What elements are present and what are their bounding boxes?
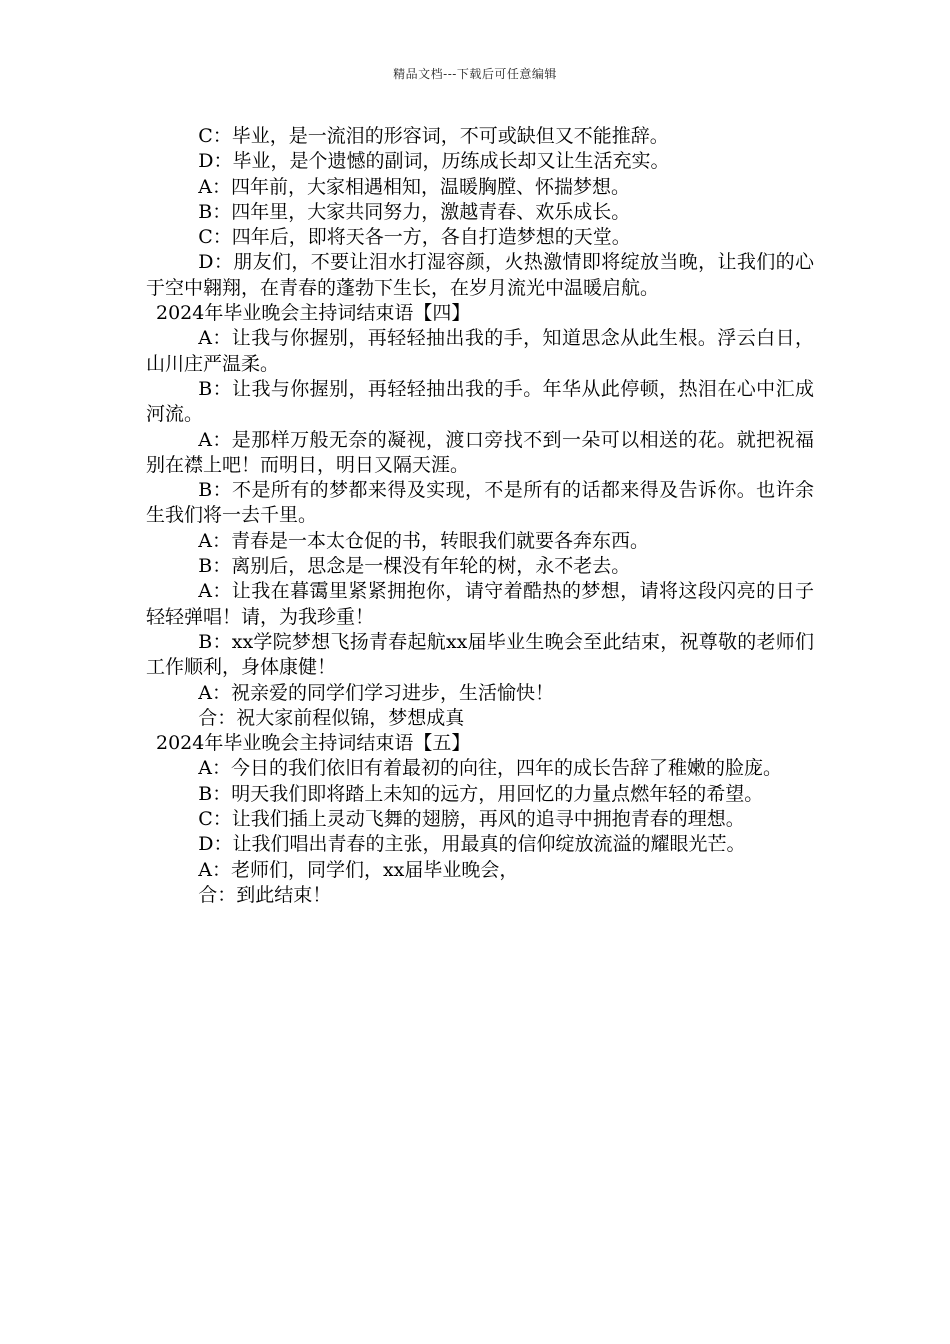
document-body: [146, 124, 814, 908]
paragraph: A：今日的我们依旧有着最初的向往，四年的成长告辞了稚嫩的脸庞。: [198, 757, 782, 780]
paragraph: B：xx学院梦想飞扬青春起航xx届毕业生晚会至此结束，祝尊敬的老师们工作顺利，身体康健！: [146, 630, 814, 679]
paragraph: D：让我们唱出青春的主张，用最真的信仰绽放流溢的耀眼光芒。: [198, 833, 746, 856]
paragraph: B：让我与你握别，再轻轻抽出我的手。年华从此停顿，热泪在心中汇成河流。: [146, 377, 814, 426]
paragraph: A：青春是一本太仓促的书，转眼我们就要各奔东西。: [198, 529, 649, 552]
paragraph: B：离别后，思念是一棵没有年轮的树，永不老去。: [198, 555, 631, 578]
page-header: 精品文档---下载后可任意编辑: [393, 67, 557, 81]
paragraph: C：让我们插上灵动飞舞的翅膀，再风的追寻中拥抱青春的理想。: [198, 808, 745, 831]
paragraph: A：祝亲爱的同学们学习进步，生活愉快！: [198, 681, 554, 704]
paragraph: C：毕业，是一流泪的形容词，不可或缺但又不能推辞。: [198, 125, 669, 147]
paragraph: B：四年里，大家共同努力，激越青春、欢乐成长。: [198, 200, 631, 223]
paragraph: B：明天我们即将踏上未知的远方，用回忆的力量点燃年轻的希望。: [198, 782, 764, 805]
paragraph: 合：到此结束！: [198, 883, 332, 906]
paragraph: B：不是所有的梦都来得及实现，不是所有的话都来得及告诉你。也许余生我们将一去千里。: [146, 479, 814, 527]
section-heading: 2024年毕业晚会主持词结束语【五】: [156, 732, 471, 755]
paragraph: 合：祝大家前程似锦，梦想成真: [198, 706, 465, 729]
paragraph: A：老师们，同学们，xx届毕业晚会，: [198, 858, 519, 881]
section-heading: 2024年毕业晚会主持词结束语【四】: [156, 302, 471, 325]
paragraph: A：是那样万般无奈的凝视，渡口旁找不到一朵可以相送的花。就把祝福别在襟上吧！而明日，明日又隔天涯。: [146, 428, 814, 476]
paragraph: D：毕业，是个遗憾的副词，历练成长却又让生活充实。: [198, 150, 670, 173]
paragraph: A：让我在暮霭里紧紧拥抱你，请守着酷热的梦想，请将这段闪亮的日子轻轻弹唱！请，为我珍重！: [146, 580, 814, 628]
paragraph: C：四年后，即将天各一方，各自打造梦想的天堂。: [198, 226, 631, 249]
paragraph: D：朋友们，不要让泪水打湿容颜，火热激情即将绽放当晚，让我们的心于空中翱翔，在青春的蓬勃下生长，在岁月流光中温暖启航。: [146, 251, 814, 299]
paragraph: A：四年前，大家相遇相知，温暖胸膛、怀揣梦想。: [198, 175, 630, 198]
paragraph: A：让我与你握别，再轻轻抽出我的手，知道思念从此生根。浮云白日，山川庄严温柔。: [146, 327, 814, 375]
